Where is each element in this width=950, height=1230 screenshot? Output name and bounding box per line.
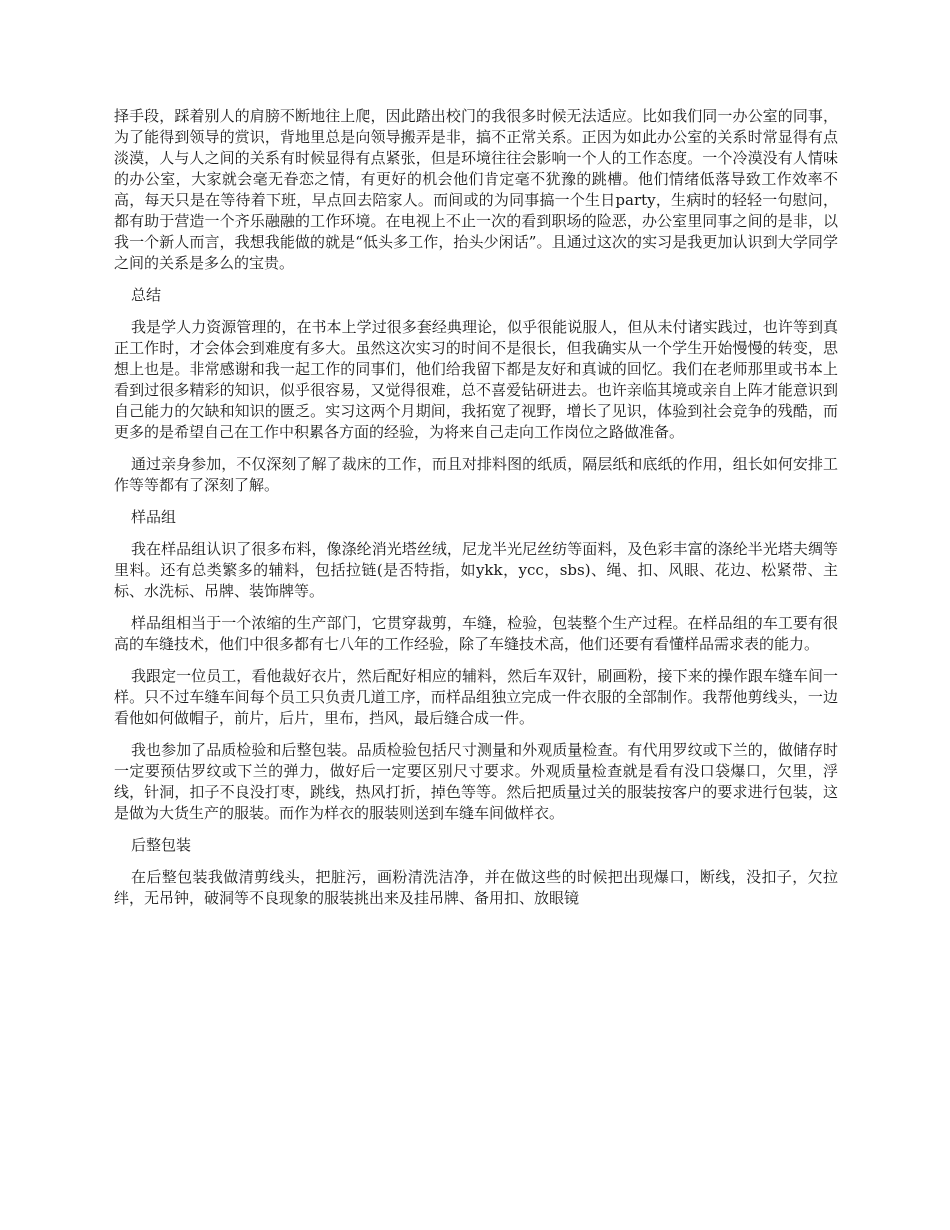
document-page [114,106,838,920]
paragraph-office-relations: 择手段，踩着别人的肩膀不断地往上爬，因此踏出校门的我很多时候无法适应。比如我们同一办公室的同事，为了能得到领导的赏识，背地里总是向领导搬弄是非，搞不正常关系。正因为如此办公室的关系时常显得有点淡漠，人与人之间的关系有时候显得有点紧张，但是环境往往会影响一个人的工作态度。一个冷漠没有人情味的办公室，大家就会毫无眷恋之情，有更好的机会他们肯定毫不犹豫的跳槽。他们情绪低落导致工作效率不高，每天只是在等待着下班，早点回去陪家人。而间或的为同事搞一个生日party，生病时的轻轻一句慰问，都有助于营造一个齐乐融融的工作环境。在电视上不止一次的看到职场的险恶，办公室里同事之间的是非，以我一个新人而言，我想我能做的就是“低头多工作，抬头少闲话”。且通过这次的实习是我更加认识到大学同学之间的关系是多么的宝贵。 [114,107,838,272]
paragraph-fabrics: 我在样品组认识了很多布料，像涤纶消光塔丝绒，尼龙半光尼丝纺等面料，及色彩丰富的涤纶半光塔夫绸等里料。还有总类繁多的辅料，包括拉链(是否特指，如ykk，ycc，sbs)、绳、扣、风眼、花边、松紧带、主标、水洗标、吊牌、装饰牌等。 [114,540,838,600]
section-heading-summary: 总结 [131,286,162,304]
paragraph-following-worker: 我跟定一位员工，看他裁好衣片，然后配好相应的辅料，然后车双针，刷画粉，接下来的操作跟车缝车间一样。只不过车缝车间每个员工只负责几道工序，而样品组独立完成一件衣服的全部制作。我帮他剪线头，一边看他如何做帽子，前片，后片，里布，挡风，最后缝合成一件。 [114,667,838,727]
section-heading-sample-group: 样品组 [131,508,177,526]
paragraph-finishing: 在后整包装我做清剪线头，把脏污，画粉清洗洁净，并在做这些的时候把出现爆口，断线，没扣子，欠拉绊，无吊钟，破洞等不良现象的服装挑出来及挂吊牌、备用扣、放眼镜 [114,868,838,907]
section-heading-finishing-packaging: 后整包装 [131,836,192,854]
paragraph-quality-inspection: 我也参加了品质检验和后整包装。品质检验包括尺寸测量和外观质量检查。有代用罗纹或下兰的，做储存时一定要预估罗纹或下兰的弹力，做好后一定要区别尺寸要求。外观质量检查就是看有没口袋爆口，欠里，浮线，针洞，扣子不良没打枣，跳线，热风打折，掉色等等。然后把质量过关的服装按客户的要求进行包装，这是做为大货生产的服装。而作为样衣的服装则送到车缝车间做样衣。 [114,741,838,822]
paragraph-cutting-bed: 通过亲身参加，不仅深刻了解了裁床的工作，而且对排料图的纸质，隔层纸和底纸的作用，组长如何安排工作等等都有了深刻了解。 [114,455,838,494]
paragraph-summary: 我是学人力资源管理的，在书本上学过很多套经典理论，似乎很能说服人，但从未付诸实践过，也许等到真正工作时，才会体会到难度有多大。虽然这次实习的时间不是很长，但我确实从一个学生开始慢慢的转变，思想上也是。非常感谢和我一起工作的同事们，他们给我留下都是友好和真诚的回忆。我们在老师那里或书本上看到过很多精彩的知识，似乎很容易，又觉得很难，总不喜爱钻研进去。也许亲临其境或亲自上阵才能意识到自己能力的欠缺和知识的匮乏。实习这两个月期间，我拓宽了视野，增长了见识，体验到社会竞争的残酷，而更多的是希望自己在工作中积累各方面的经验，为将来自己走向工作岗位之路做准备。 [114,318,838,441]
paragraph-sample-department: 样品组相当于一个浓缩的生产部门，它贯穿裁剪，车缝，检验，包装整个生产过程。在样品组的车工要有很高的车缝技术，他们中很多都有七八年的工作经验，除了车缝技术高，他们还要有看懂样品需求表的能力。 [114,614,838,653]
